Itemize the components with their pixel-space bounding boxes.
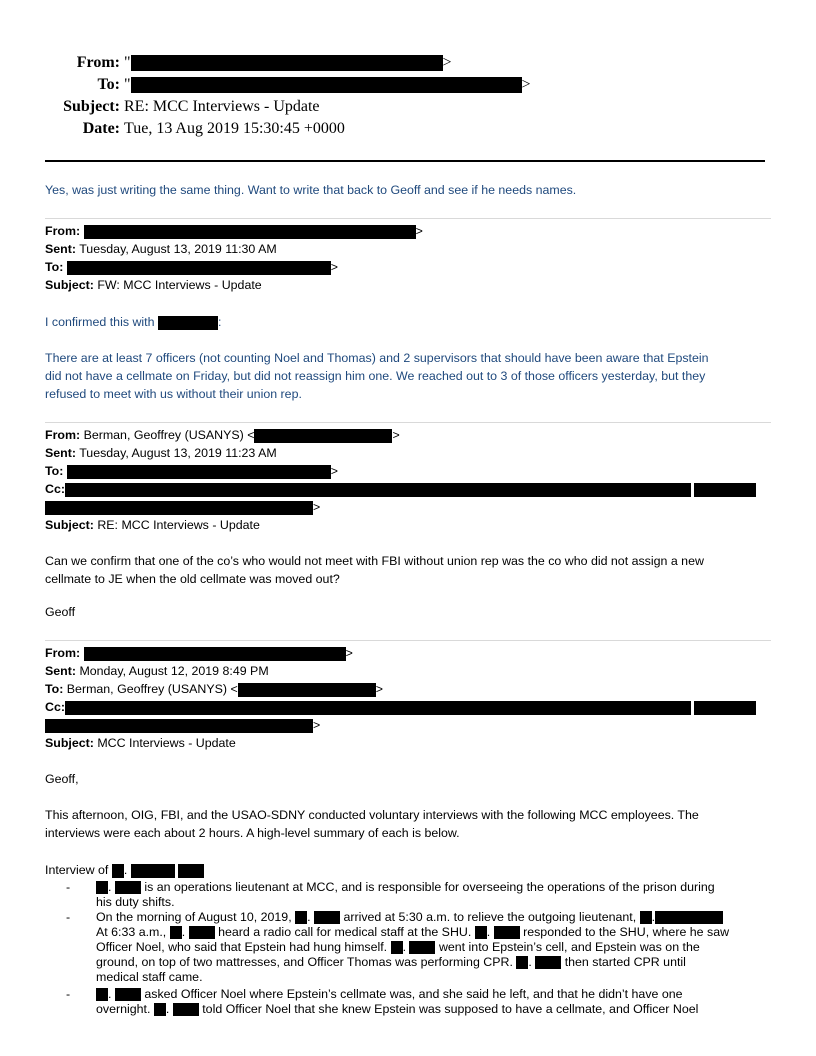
redaction xyxy=(238,683,376,697)
bullet2-line1 xyxy=(96,910,723,925)
to-label: To: xyxy=(45,682,64,696)
header-from-label: From: xyxy=(76,54,120,71)
redaction xyxy=(170,926,182,939)
from-label: From: xyxy=(45,646,81,660)
bullet1-line1 xyxy=(96,880,715,895)
sent-value: Tuesday, August 13, 2019 11:30 AM xyxy=(79,242,277,256)
bullet-text: On the morning of August 10, 2019, xyxy=(96,910,292,924)
msg2-sent xyxy=(45,240,277,258)
bracket: > xyxy=(330,464,339,478)
redaction xyxy=(96,988,108,1001)
redaction xyxy=(158,316,218,330)
redaction xyxy=(115,988,141,1001)
header-date-value: Tue, 13 Aug 2019 15:30:45 +0000 xyxy=(124,120,345,137)
bracket: > xyxy=(330,260,339,274)
redaction xyxy=(131,864,175,878)
msg4-greeting: Geoff, xyxy=(45,772,79,786)
bracket: > xyxy=(345,646,353,660)
msg3-cc xyxy=(45,480,756,498)
redaction xyxy=(67,465,331,479)
cc-label: Cc: xyxy=(45,700,65,714)
redaction xyxy=(84,647,346,661)
sent-label: Sent: xyxy=(45,242,76,256)
redaction xyxy=(178,864,204,878)
bullet2-line2 xyxy=(96,925,729,940)
bullet2-line5: medical staff came. xyxy=(96,970,203,984)
bullet-text: is an operations lieutenant at MCC, and is responsible for overseeing the operations of the prison during xyxy=(144,880,715,894)
bullet-text: asked Officer Noel where Epstein’s cellmate was, and she said he left, and that he didn’t have one xyxy=(144,987,683,1001)
msg2-body-1 xyxy=(45,313,221,331)
redaction xyxy=(115,881,141,894)
redaction xyxy=(655,911,723,924)
header-subject-label: Subject: xyxy=(63,98,120,115)
subject-label: Subject: xyxy=(45,736,94,750)
bullet3-line1 xyxy=(96,987,683,1002)
msg4-sent xyxy=(45,662,269,680)
redaction xyxy=(391,941,403,954)
dot: . xyxy=(402,940,407,954)
bullet-text: went into Epstein’s cell, and Epstein was on the xyxy=(438,940,700,954)
bullet-text: heard a radio call for medical staff at the SHU. xyxy=(218,925,472,939)
from-value: Berman, Geoffrey (USANYS) < xyxy=(83,428,255,442)
bullet2-line3 xyxy=(96,940,700,955)
msg4-p1a: This afternoon, OIG, FBI, and the USAO-SDNY conducted voluntary interviews with the following MCC employees. The xyxy=(45,808,699,822)
bullet3-line2 xyxy=(96,1002,698,1017)
redaction xyxy=(84,225,416,239)
msg3-sent xyxy=(45,444,277,462)
bullet-dash: - xyxy=(66,987,71,1001)
msg2-body-2b: did not have a cellmate on Friday, but did not reassign him one. We reached out to 3 of those officers yesterday, but they xyxy=(45,369,706,383)
bullet1-line2: his duty shifts. xyxy=(96,895,175,909)
dot: . xyxy=(181,925,186,939)
header-divider xyxy=(45,160,765,162)
header-date-label: Date: xyxy=(82,120,120,137)
redaction xyxy=(694,483,756,497)
redaction xyxy=(516,956,528,969)
bracket: > xyxy=(375,682,383,696)
to-label: To: xyxy=(45,260,64,274)
bullet-dash: - xyxy=(66,880,71,894)
dot: . xyxy=(123,863,128,877)
redaction xyxy=(189,926,215,939)
message-divider xyxy=(45,640,771,641)
subject-label: Subject: xyxy=(45,278,94,292)
header-subject-value: RE: MCC Interviews - Update xyxy=(124,98,320,115)
dot: . xyxy=(108,987,112,1001)
bracket: > xyxy=(392,428,400,442)
header-to-value xyxy=(124,74,531,96)
msg3-from xyxy=(45,426,400,444)
redaction xyxy=(314,911,340,924)
bracket: > xyxy=(313,500,321,514)
sent-label: Sent: xyxy=(45,664,76,678)
msg2-subject xyxy=(45,276,262,294)
from-label: From: xyxy=(45,224,81,238)
from-label: From: xyxy=(45,428,81,442)
subject-value: MCC Interviews - Update xyxy=(97,736,236,750)
msg2-body-2c: refused to meet with us without their union rep. xyxy=(45,387,302,401)
cc-label: Cc: xyxy=(45,482,65,496)
colon: : xyxy=(217,315,222,329)
bullet-text: arrived at 5:30 a.m. to relieve the outgoing lieutenant, xyxy=(343,910,637,924)
bracket: > xyxy=(415,224,423,238)
msg2-body-2a: There are at least 7 officers (not counting Noel and Thomas) and 2 supervisors that should have been aware that Epstein xyxy=(45,351,709,365)
bracket: > xyxy=(313,718,321,732)
dot: . xyxy=(108,880,112,894)
msg2-from xyxy=(45,222,423,240)
bullet-dash: - xyxy=(66,910,71,924)
bracket: > xyxy=(521,76,531,93)
msg3-signature: Geoff xyxy=(45,605,76,619)
quote: " xyxy=(124,76,131,93)
bullet-text: Officer Noel, who said that Epstein had hung himself. xyxy=(96,940,388,954)
redaction xyxy=(131,55,443,71)
subject-value: RE: MCC Interviews - Update xyxy=(97,518,260,532)
dot: . xyxy=(528,955,532,969)
message-divider xyxy=(45,422,771,423)
msg4-subject xyxy=(45,734,236,752)
bullet-text: told Officer Noel that she knew Epstein was supposed to have a cellmate, and Officer Noel xyxy=(202,1002,699,1016)
redaction xyxy=(65,483,691,497)
redaction xyxy=(67,261,331,275)
body-text: I confirmed this with xyxy=(45,315,155,329)
bullet-text: overnight. xyxy=(96,1002,151,1016)
sent-value: Monday, August 12, 2019 8:49 PM xyxy=(79,664,269,678)
header-to-label: To: xyxy=(97,76,120,93)
msg4-cc-cont xyxy=(45,716,320,734)
redaction xyxy=(694,701,756,715)
redaction xyxy=(494,926,520,939)
redaction xyxy=(173,1003,199,1016)
to-value: Berman, Geoffrey (USANYS) < xyxy=(66,682,238,696)
redaction xyxy=(154,1003,166,1016)
redaction xyxy=(640,911,652,924)
interview-label: Interview of xyxy=(45,863,109,877)
bracket: > xyxy=(442,54,452,71)
msg3-to xyxy=(45,462,338,480)
quote: " xyxy=(124,54,131,71)
msg3-subject xyxy=(45,516,260,534)
redaction xyxy=(112,864,124,878)
sent-label: Sent: xyxy=(45,446,76,460)
redaction xyxy=(65,701,691,715)
msg2-to xyxy=(45,258,338,276)
dot: . xyxy=(651,910,656,924)
bullet2-line4 xyxy=(96,955,686,970)
reply-text: Yes, was just writing the same thing. Want to write that back to Geoff and see if he needs names. xyxy=(45,183,577,197)
msg3-body-1: Can we confirm that one of the co’s who would not meet with FBI without union rep was the co who did not assign a new xyxy=(45,554,704,568)
dot: . xyxy=(307,910,311,924)
to-label: To: xyxy=(45,464,64,478)
redaction xyxy=(475,926,487,939)
interview-heading xyxy=(45,861,204,879)
subject-value: FW: MCC Interviews - Update xyxy=(97,278,262,292)
redaction xyxy=(409,941,435,954)
bullet-text: ground, on top of two mattresses, and Officer Thomas was performing CPR. xyxy=(96,955,513,969)
message-divider xyxy=(45,218,771,219)
redaction xyxy=(295,911,307,924)
bullet-text: then started CPR until xyxy=(564,955,686,969)
header-from-value xyxy=(124,52,452,74)
bullet-text: At 6:33 a.m., xyxy=(96,925,167,939)
redaction xyxy=(45,501,313,515)
redaction xyxy=(45,719,313,733)
redaction xyxy=(254,429,392,443)
sent-value: Tuesday, August 13, 2019 11:23 AM xyxy=(79,446,277,460)
msg4-to xyxy=(45,680,383,698)
redaction xyxy=(535,956,561,969)
dot: . xyxy=(165,1002,170,1016)
msg4-cc xyxy=(45,698,756,716)
subject-label: Subject: xyxy=(45,518,94,532)
dot: . xyxy=(486,925,491,939)
msg3-body-2: cellmate to JE when the old cellmate was moved out? xyxy=(45,572,340,586)
msg4-from xyxy=(45,644,353,662)
redaction xyxy=(96,881,108,894)
msg4-p1b: interviews were each about 2 hours. A high-level summary of each is below. xyxy=(45,826,460,840)
msg3-cc-cont xyxy=(45,498,320,516)
bullet-text: responded to the SHU, where he saw xyxy=(523,925,730,939)
redaction xyxy=(131,77,522,93)
